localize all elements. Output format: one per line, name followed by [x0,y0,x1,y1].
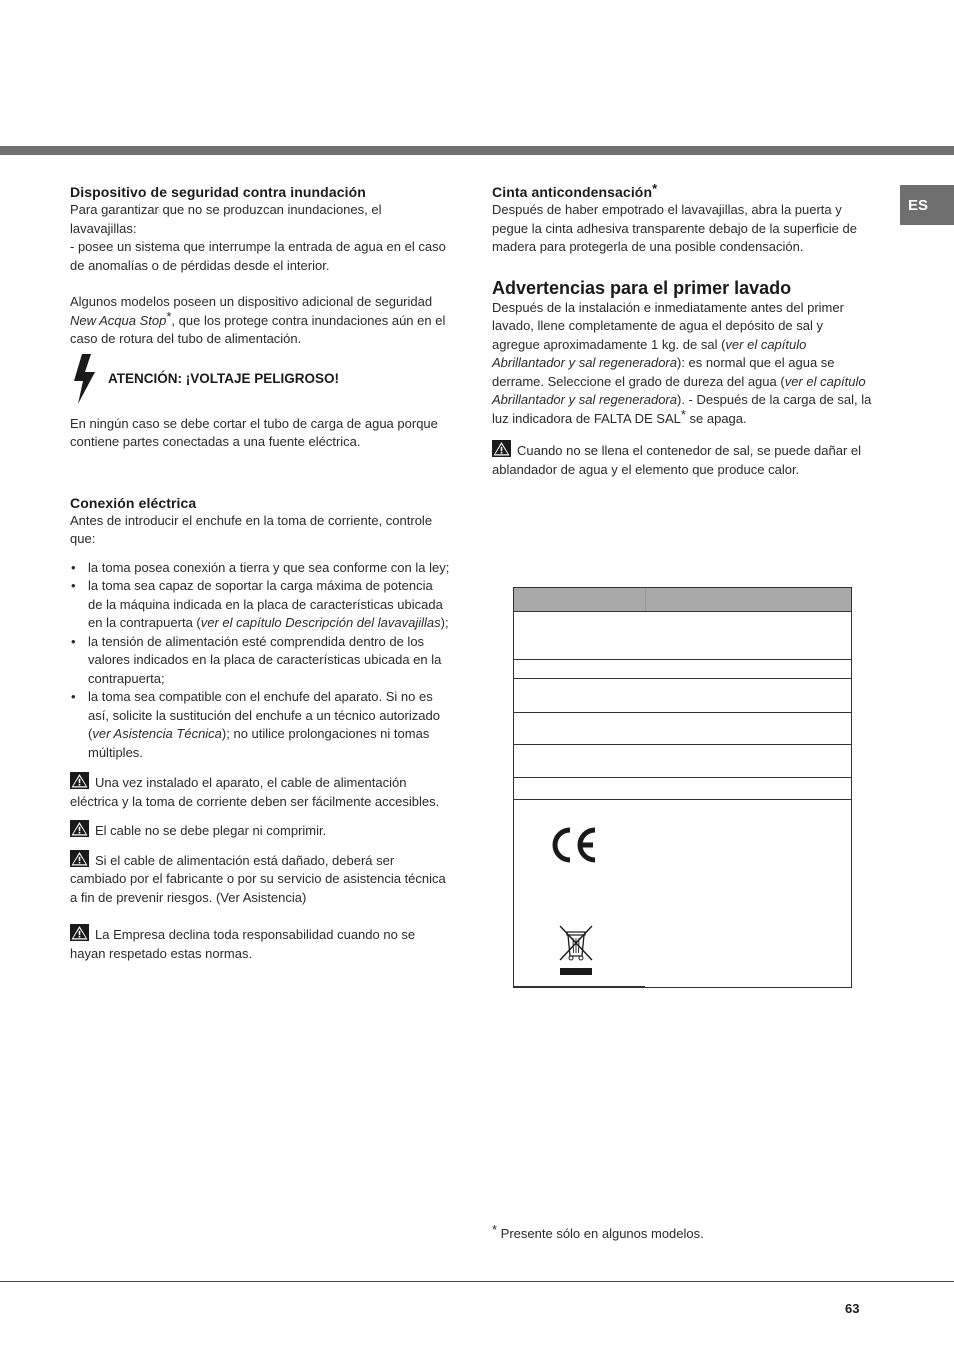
list-item: • la toma sea compatible con el enchufe del aparato. Si no es así, solicite la sustitución del enchufe a un técnico autorizado (ver Asistencia Técnica); no utilice prolongaciones ni tomas múltiples. [70,688,450,762]
electrical-connection-title: Conexión eléctrica [70,494,197,511]
table-row-divider [514,777,851,778]
warning-cable-bend: El cable no se debe plegar ni comprimir. [70,820,450,841]
table-row-divider [514,744,851,745]
table-row-divider [514,712,851,713]
voltage-warning [70,353,450,405]
list-item: • la tensión de alimentación esté comprendida dentro de los valores indicados en la placa de características ubicada en la contrapuerta; [70,633,450,689]
header-bar [0,146,954,155]
warning-liability: La Empresa declina toda responsabilidad cuando no se hayan respetado estas normas. [70,924,450,963]
warning-salt: Cuando no se llena el contenedor de sal, se puede dañar el ablandador de agua y el elemento que produce calor. [492,440,872,479]
page-number: 63 [845,1301,860,1316]
first-wash-text: Después de la instalación e inmediatamente antes del primer lavado, llene completamente de agua el depósito de sal y agregue aproximadamente 1 kg. de sal (ver el capítulo Abrillantador y sal regeneradora): es normal que el agua se derrame. Seleccione el grado de dureza del agua (ver el capítulo Abrillantador y sal regeneradora). - Después de la carga de sal, la luz indicadora de FALTA DE SAL* se apaga. [492,299,872,426]
footnote: * Presente sólo en algunos modelos. [492,1222,704,1241]
language-tab: ES [900,185,954,225]
left-column [70,183,450,963]
ce-mark-icon [548,824,598,866]
right-column [492,183,872,479]
table-row-divider [514,799,851,800]
electrical-connection-intro: Antes de introducir el enchufe en la toma de corriente, controle que: [70,512,433,546]
warning-triangle-icon [70,772,89,789]
flood-safety-title: Dispositivo de seguridad contra inundación [70,184,366,200]
flood-safety-intro: Para garantizar que no se produzcan inundaciones, el lavavajillas: [70,202,382,236]
anticondensation-title: Cinta anticondensación* [492,181,658,200]
table-row-divider [514,659,851,660]
first-wash-title: Advertencias para el primer lavado [492,277,792,298]
flood-safety-system: - posee un sistema que interrumpe la entrada de agua en el caso de anomalías o de pérdidas desde el interior. [70,239,446,273]
warning-triangle-icon [492,440,511,457]
list-item: • la toma sea capaz de soportar la carga máxima de potencia de la máquina indicada en la placa de características ubicada en la contrapuerta (ver el capítulo Descripción del lavavajillas); [70,577,450,633]
warning-triangle-icon [70,850,89,867]
acqua-stop-paragraph: Algunos modelos poseen un dispositivo adicional de seguridad New Acqua Stop*, que los protege contra inundaciones aún en el caso de rotura del tubo de alimentación. [70,294,446,346]
weee-crossed-bin-icon [558,924,594,976]
acqua-stop-name: New Acqua Stop [70,312,167,328]
warning-accessible-plug: Una vez instalado el aparato, el cable de alimentación eléctrica y la toma de corriente deben ser fácilmente accesibles. [70,772,450,811]
voltage-warning-text: En ningún caso se debe cortar el tubo de carga de agua porque contiene partes conectadas a una fuente eléctrica. [70,415,438,449]
warning-damaged-cable: Si el cable de alimentación está dañado, deberá ser cambiado por el fabricante o por su servicio de asistencia técnica a fin de prevenir riesgos. (Ver Asistencia) [70,850,450,908]
warning-triangle-icon [70,820,89,837]
lightning-bolt-icon [70,354,100,404]
voltage-warning-label: ATENCIÓN: ¡VOLTAJE PELIGROSO! [108,371,340,386]
anticondensation-text: Después de haber empotrado el lavavajillas, abra la puerta y pegue la cinta adhesiva transparente debajo de la superficie de madera para protegerla de una posible condensación. [492,202,857,254]
table-row-divider [514,678,851,679]
electrical-checklist [70,559,450,763]
warning-triangle-icon [70,924,89,941]
table-header [514,588,851,612]
footer-rule [0,1281,954,1282]
list-item: • la toma posea conexión a tierra y que sea conforme con la ley; [70,559,450,578]
table-footer-rule [514,986,645,988]
